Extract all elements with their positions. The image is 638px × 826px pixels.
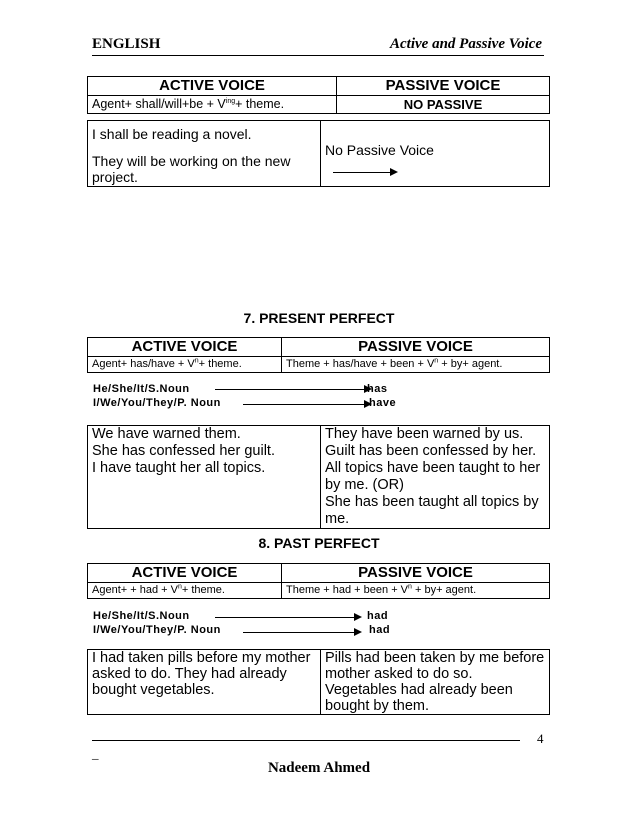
footer-author: Nadeem Ahmed <box>267 760 371 776</box>
sec8-passive-formula: Theme + had + been + $V^n + by+$ agent. <box>282 583 550 599</box>
sec8-arrow-2-icon <box>354 628 362 636</box>
sec8-title: 8. PAST PERFECT <box>258 535 380 551</box>
sec8-passive-examples: Pills had been taken by me before mother asked to do so. Vegetables had already been bought by them. <box>321 650 550 715</box>
sec6-passive-examples <box>321 121 550 187</box>
sec8-passive-head: PASSIVE VOICE <box>282 564 550 583</box>
sec8-arrow-2 <box>243 632 355 633</box>
sec7-passive-head: PASSIVE VOICE <box>282 338 550 357</box>
sec7-verb-1: has <box>367 383 388 395</box>
sec7-passive-line: Guilt has been confessed by her. <box>325 443 537 459</box>
sec7-active-line: She has confessed her guilt. <box>92 443 275 459</box>
sec8-examples-table <box>87 649 550 715</box>
sec6-arrow-icon <box>390 168 398 176</box>
sec6-arrow-line <box>333 172 391 173</box>
sec8-active-head: ACTIVE VOICE <box>88 564 282 583</box>
header-rule <box>92 55 544 56</box>
header-subject: ENGLISH <box>92 36 161 52</box>
sec7-pronoun-row-1: He/She/It/S.Noun <box>93 383 190 395</box>
sec6-examples-table <box>87 120 550 187</box>
sec8-verb-1: had <box>367 610 389 622</box>
sec7-title: 7. PRESENT PERFECT <box>243 310 395 326</box>
sec8-active-formula: Agent+ + had + $V^n+$ theme. <box>88 583 282 599</box>
sec7-passive-formula: Theme + has/have + been + $V^n + by+$ agent. <box>282 357 550 373</box>
sec7-passive-examples <box>321 426 550 529</box>
footer-rule <box>92 740 520 741</box>
sec7-passive-line: All topics have been taught to her by me. (OR) <box>325 460 541 493</box>
sec7-verb-2: have <box>369 397 397 409</box>
sec7-active-formula: Agent+ has/have + $V^n+$ theme. <box>88 357 282 373</box>
sec7-passive-line: She has been taught all topics by me. <box>325 494 539 527</box>
sec7-examples-table <box>87 425 550 529</box>
sec7-active-head: ACTIVE VOICE <box>88 338 282 357</box>
sec6-passive-formula: NO PASSIVE <box>337 96 550 114</box>
sec8-active-examples: I had taken pills before my mother asked to do. They had already bought vegetables. <box>88 650 321 715</box>
sec8-pronoun-row-1: He/She/It/S.Noun <box>93 610 190 622</box>
sec7-arrow-1 <box>215 389 365 390</box>
sec6-active-examples <box>88 121 321 187</box>
sec6-active-head: ACTIVE VOICE <box>88 77 337 96</box>
sec8-arrow-1-icon <box>354 613 362 621</box>
sec7-pronoun-row-2: I/We/You/They/P. Noun <box>93 397 221 409</box>
sec8-formula-table <box>87 563 550 599</box>
sec6-example-1: I shall be reading a novel. <box>92 126 252 142</box>
sec7-active-line: We have warned them. <box>92 426 241 442</box>
sec6-formula-table <box>87 76 550 114</box>
sec7-formula-table <box>87 337 550 373</box>
sec6-passive-text: No Passive Voice <box>325 142 434 158</box>
header-topic: Active and Passive Voice <box>390 36 543 52</box>
sec8-verb-2: had <box>369 624 391 636</box>
sec7-arrow-2 <box>243 404 365 405</box>
page-number: 4 <box>537 731 544 746</box>
sec7-active-line: I have taught her all topics. <box>92 460 266 476</box>
sec6-active-formula: Agent+ shall/will+be + $V^{ing}+$ theme. <box>88 96 337 114</box>
sec6-passive-head: PASSIVE VOICE <box>337 77 550 96</box>
sec8-pronoun-row-2: I/We/You/They/P. Noun <box>93 624 221 636</box>
footer-rule-tail: _ <box>92 746 99 761</box>
sec6-example-2: They will be working on the new project. <box>92 152 291 185</box>
sec7-passive-line: They have been warned by us. <box>325 426 524 442</box>
sec8-arrow-1 <box>215 617 355 618</box>
sec7-active-examples <box>88 426 321 529</box>
